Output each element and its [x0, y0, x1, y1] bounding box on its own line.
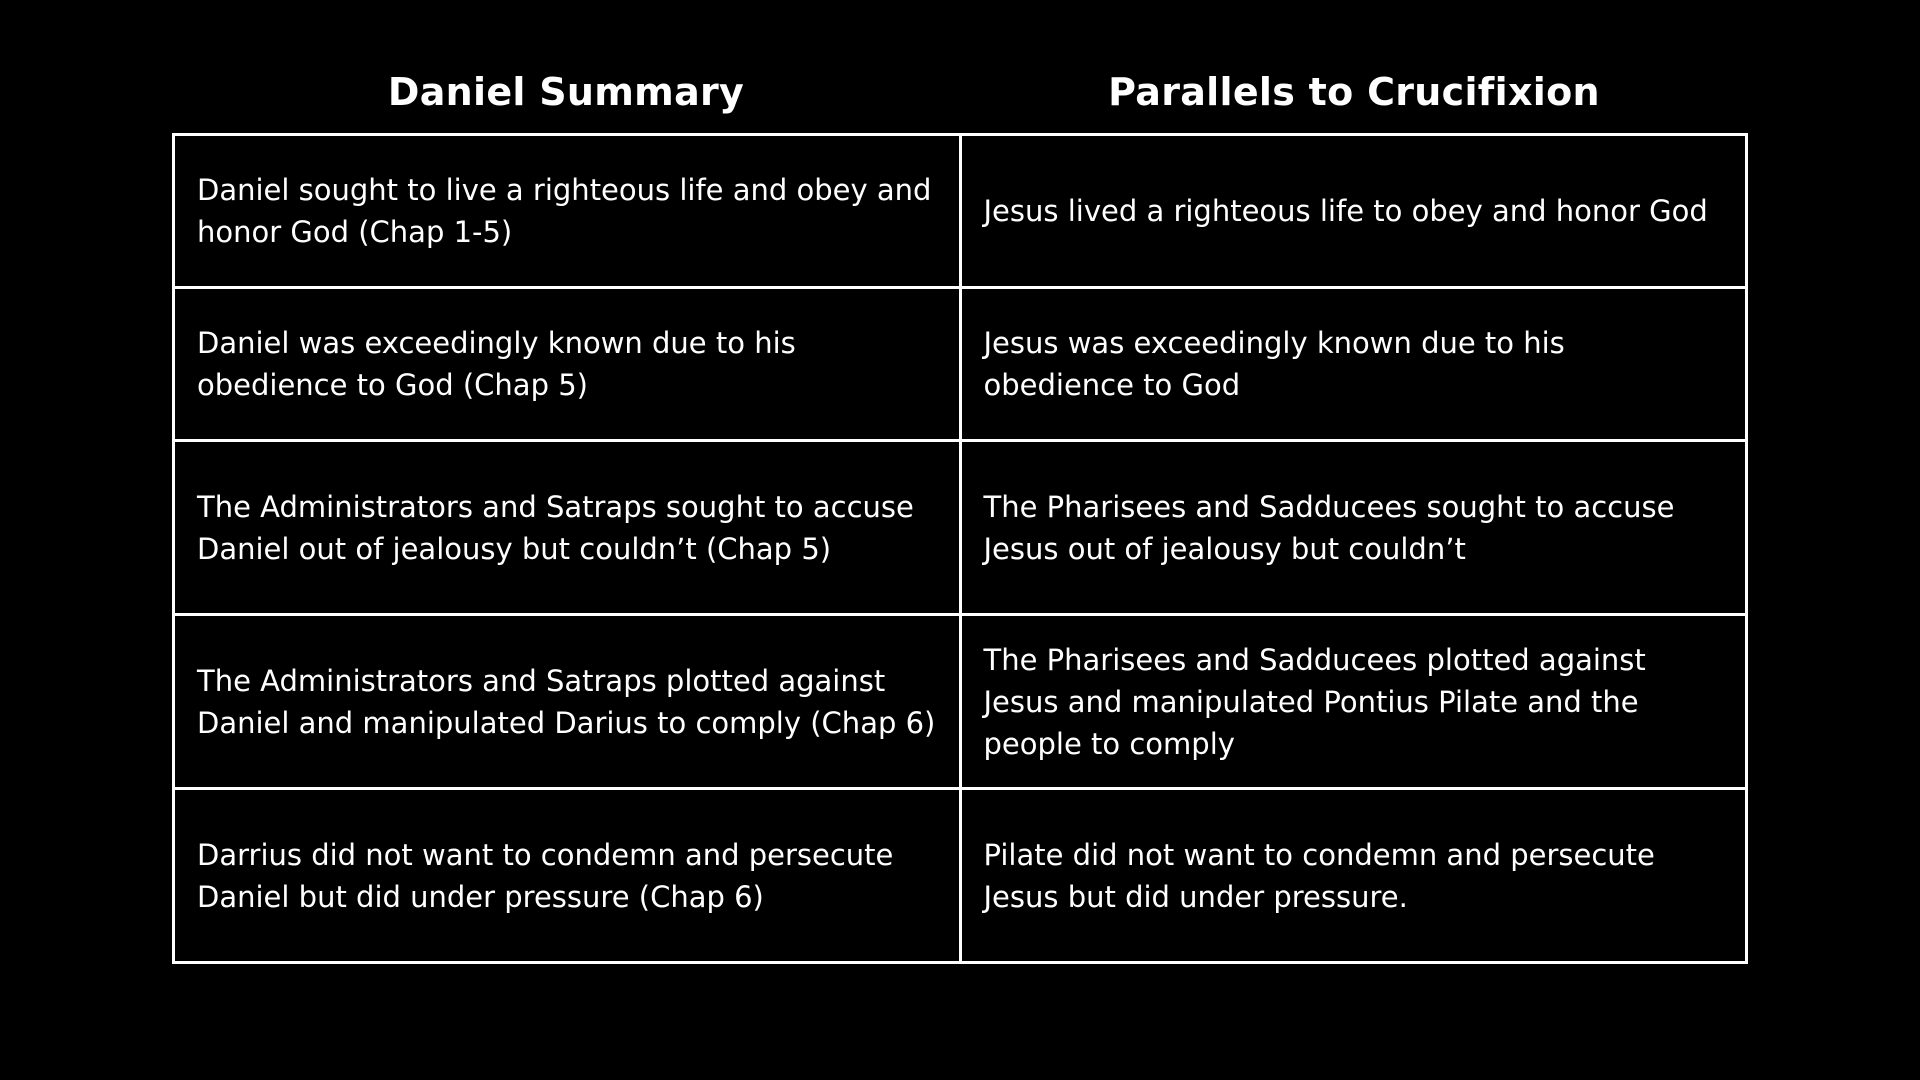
- comparison-table: [172, 133, 1748, 964]
- jesus-cell: The Pharisees and Sadducees plotted against Jesus and manipulated Pontius Pilate and the people to comply: [960, 615, 1747, 789]
- daniel-cell: The Administrators and Satraps sought to accuse Daniel out of jealousy but couldn’t (Chap 5): [174, 441, 961, 615]
- jesus-cell: Jesus lived a righteous life to obey and honor God: [960, 135, 1747, 288]
- table-row: [174, 441, 1747, 615]
- table-row: [174, 288, 1747, 441]
- daniel-cell: Daniel sought to live a righteous life and obey and honor God (Chap 1-5): [174, 135, 961, 288]
- daniel-cell: Darrius did not want to condemn and persecute Daniel but did under pressure (Chap 6): [174, 789, 961, 963]
- jesus-cell: Jesus was exceedingly known due to his obedience to God: [960, 288, 1747, 441]
- table-row: [174, 135, 1747, 288]
- column-headers: [172, 62, 1748, 122]
- header-daniel-summary: Daniel Summary: [387, 70, 745, 114]
- jesus-cell: Pilate did not want to condemn and persecute Jesus but did under pressure.: [960, 789, 1747, 963]
- table-row: [174, 615, 1747, 789]
- jesus-cell: The Pharisees and Sadducees sought to accuse Jesus out of jealousy but couldn’t: [960, 441, 1747, 615]
- daniel-cell: Daniel was exceedingly known due to his obedience to God (Chap 5): [174, 288, 961, 441]
- table-row: [174, 789, 1747, 963]
- daniel-cell: The Administrators and Satraps plotted against Daniel and manipulated Darius to comply (Chap 6): [174, 615, 961, 789]
- header-parallels-to-crucifixion: Parallels to Crucifixion: [1108, 70, 1600, 114]
